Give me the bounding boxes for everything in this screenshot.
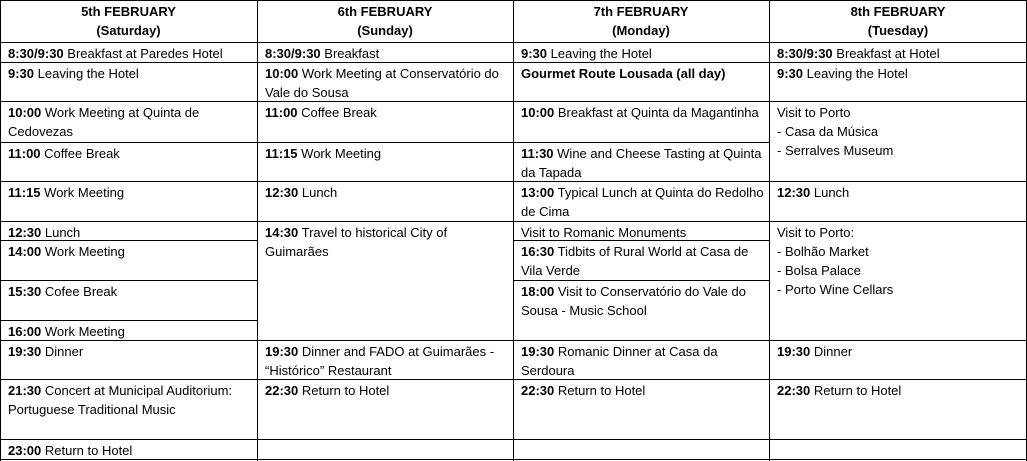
cell-text: Lunch	[298, 185, 338, 200]
schedule-cell	[513, 181, 769, 222]
schedule-cell	[513, 62, 769, 102]
cell-time: 10:00	[8, 105, 42, 120]
schedule-cell	[0, 320, 257, 341]
cell-time: 18:00	[521, 284, 555, 299]
cell-time: 10:00	[265, 66, 299, 81]
cell-text: Dinner	[810, 344, 853, 359]
schedule-cell	[513, 379, 769, 440]
schedule-cell	[0, 379, 257, 440]
cell-time: 16:00	[8, 324, 42, 339]
cell-time: 11:00	[8, 146, 41, 161]
cell-time: 13:00	[521, 185, 555, 200]
list-item: - Bolsa Palace	[777, 263, 861, 278]
column-saturday	[0, 0, 257, 461]
schedule-cell	[513, 101, 769, 143]
cell-text: Breakfast at Hotel	[832, 46, 940, 61]
cell-text: Visit to Conservatório do Vale do Sousa - Music School	[521, 284, 746, 318]
cell-text: Leaving the Hotel	[547, 46, 652, 61]
column-tuesday	[769, 0, 1027, 461]
cell-text: Return to Hotel	[554, 383, 646, 398]
cell-text: Cofee Break	[41, 284, 118, 299]
cell-time: 8:30/9:30	[8, 46, 64, 61]
cell-time: 16:30	[521, 244, 555, 259]
cell-time: 22:30	[265, 383, 299, 398]
schedule-cell	[257, 221, 513, 341]
cell-text: Breakfast at Quinta da Magantinha	[554, 105, 759, 120]
header-saturday	[0, 0, 257, 46]
cell-time: 11:30	[521, 146, 554, 161]
cell-time: 14:00	[8, 244, 42, 259]
schedule-cell	[0, 280, 257, 321]
schedule-cell	[0, 181, 257, 222]
cell-text: Coffee Break	[297, 105, 377, 120]
cell-text: Dinner and FADO at Guimarães - “Histórico” Restaurant	[265, 344, 495, 378]
schedule-cell	[513, 340, 769, 380]
header-monday	[513, 0, 769, 46]
cell-text: Work Meeting	[297, 146, 382, 161]
header-sunday	[257, 0, 513, 46]
cell-time: 11:15	[265, 146, 298, 161]
header-date: 5th FEBRUARY	[81, 4, 176, 19]
schedule-cell	[769, 101, 1027, 182]
table-bottom-border	[0, 459, 257, 460]
cell-text: Visit to Romanic Monuments	[521, 225, 687, 240]
cell-time: 19:30	[265, 344, 299, 359]
schedule-cell	[0, 240, 257, 281]
table-bottom-border	[769, 459, 1027, 460]
cell-text: Visit to Porto	[777, 105, 851, 120]
cell-text: Travel to historical City of Guimarães	[265, 225, 448, 259]
schedule-cell	[257, 42, 513, 63]
list-item: - Bolhão Market	[777, 244, 869, 259]
cell-time: 12:30	[8, 225, 42, 240]
cell-text: Typical Lunch at Quinta do Redolho de Cima	[521, 185, 764, 219]
schedule-cell	[769, 379, 1027, 440]
cell-text: Lunch	[41, 225, 81, 240]
cell-time: 22:30	[521, 383, 555, 398]
cell-time: 14:30	[265, 225, 299, 240]
cell-text: Work Meeting	[41, 244, 125, 259]
schedule-cell	[513, 42, 769, 63]
schedule-cell	[769, 181, 1027, 222]
cell-text: Breakfast	[320, 46, 380, 61]
header-date: 6th FEBRUARY	[337, 4, 433, 19]
list-item: - Casa da Música	[777, 124, 879, 139]
cell-time: 19:30	[777, 344, 811, 359]
schedule-cell	[0, 101, 257, 143]
cell-text: Breakfast at Paredes Hotel	[63, 46, 223, 61]
schedule-cell	[0, 221, 257, 241]
cell-time: 9:30	[777, 66, 804, 81]
cell-text: Wine and Cheese Tasting at Quinta da Tapada	[521, 146, 762, 180]
cell-text: Leaving the Hotel	[34, 66, 139, 81]
schedule-cell	[257, 142, 513, 182]
schedule-cell	[0, 340, 257, 380]
cell-time: 9:30	[8, 66, 35, 81]
cell-time: 8:30/9:30	[777, 46, 833, 61]
schedule-cell	[769, 221, 1027, 341]
cell-time: 10:00	[521, 105, 555, 120]
list-item: - Serralves Museum	[777, 143, 894, 158]
header-day: (Tuesday)	[867, 23, 929, 38]
schedule-cell	[769, 340, 1027, 380]
cell-text: Visit to Porto:	[777, 225, 855, 240]
table-bottom-border	[513, 459, 769, 460]
schedule-cell	[257, 340, 513, 380]
cell-text: Work Meeting	[41, 324, 125, 339]
cell-text: Return to Hotel	[41, 443, 133, 458]
cell-text: Coffee Break	[40, 146, 120, 161]
schedule-cell	[769, 42, 1027, 63]
schedule-cell	[257, 101, 513, 143]
cell-text: Gourmet Route Lousada (all day)	[521, 66, 726, 81]
cell-text: Tidbits of Rural World at Casa de Vila Verde	[521, 244, 749, 278]
schedule-cell	[0, 439, 257, 460]
cell-time: 11:00	[265, 105, 298, 120]
cell-text: Lunch	[810, 185, 850, 200]
column-sunday	[257, 0, 513, 461]
schedule-cell	[257, 62, 513, 102]
header-day: (Sunday)	[357, 23, 413, 38]
cell-text: Return to Hotel	[810, 383, 902, 398]
cell-time: 21:30	[8, 383, 42, 398]
schedule-cell	[257, 181, 513, 222]
cell-time: 15:30	[8, 284, 42, 299]
cell-time: 12:30	[265, 185, 299, 200]
empty-cell	[257, 439, 513, 460]
schedule-cell	[513, 221, 769, 241]
schedule-cell	[0, 42, 257, 63]
cell-text: Romanic Dinner at Casa da Serdoura	[521, 344, 718, 378]
column-monday	[513, 0, 769, 461]
cell-text: Dinner	[41, 344, 84, 359]
cell-text: Work Meeting	[40, 185, 125, 200]
cell-text: Concert at Municipal Auditorium: Portuguese Traditional Music	[8, 383, 233, 417]
schedule-cell	[257, 379, 513, 440]
schedule-cell	[513, 142, 769, 182]
cell-text: Work Meeting at Quinta de Cedovezas	[8, 105, 200, 139]
header-date: 8th FEBRUARY	[850, 4, 946, 19]
cell-text: Return to Hotel	[298, 383, 390, 398]
schedule-cell	[0, 62, 257, 102]
table-bottom-border	[257, 459, 513, 460]
header-day: (Saturday)	[96, 23, 161, 38]
schedule-cell	[513, 280, 769, 341]
empty-cell	[513, 439, 769, 460]
header-day: (Monday)	[612, 23, 670, 38]
cell-text: Work Meeting at Conservatório do Vale do Sousa	[265, 66, 499, 100]
schedule-cell	[0, 142, 257, 182]
cell-time: 8:30/9:30	[265, 46, 321, 61]
cell-time: 23:00	[8, 443, 42, 458]
cell-time: 19:30	[521, 344, 555, 359]
cell-time: 9:30	[521, 46, 548, 61]
cell-time: 22:30	[777, 383, 811, 398]
cell-time: 11:15	[8, 185, 41, 200]
list-item: - Porto Wine Cellars	[777, 282, 894, 297]
cell-time: 19:30	[8, 344, 42, 359]
header-tuesday	[769, 0, 1027, 46]
schedule-cell	[769, 62, 1027, 102]
header-date: 7th FEBRUARY	[593, 4, 689, 19]
schedule-cell	[513, 240, 769, 281]
cell-text: Leaving the Hotel	[803, 66, 908, 81]
cell-time: 12:30	[777, 185, 811, 200]
empty-cell	[769, 439, 1027, 460]
